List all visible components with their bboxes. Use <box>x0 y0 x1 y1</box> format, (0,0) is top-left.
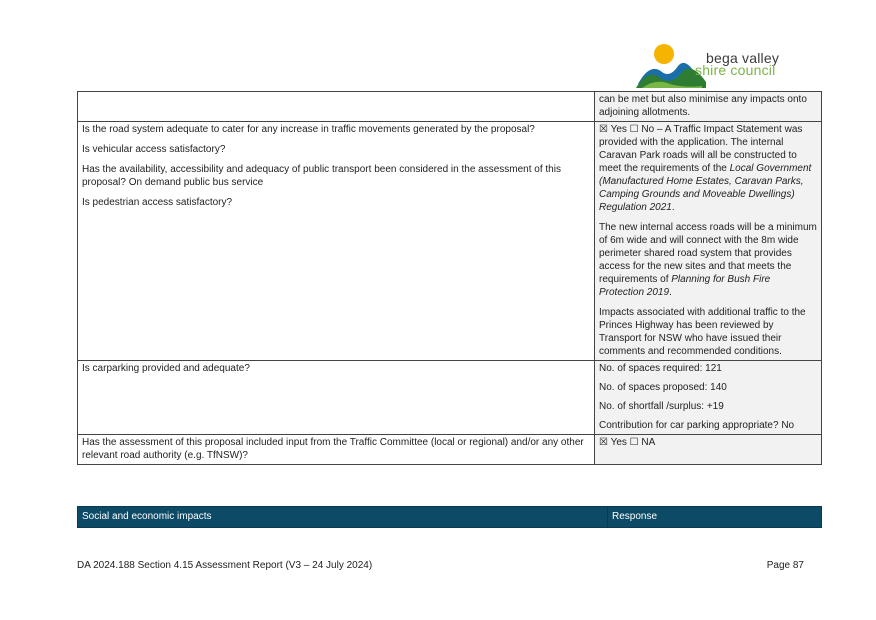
response-cell <box>595 435 822 465</box>
response-text: can be met but also minimise any impacts onto adjoining allotments. <box>599 94 807 118</box>
table-row <box>78 122 822 361</box>
table-row <box>78 92 822 122</box>
section-header-table <box>77 506 822 528</box>
footer-document-title: DA 2024.188 Section 4.15 Assessment Report (V3 – 24 July 2024) <box>77 560 373 571</box>
logo-text-line1: bega valley <box>706 50 780 66</box>
assessment-table <box>77 91 822 465</box>
question-text: Has the assessment of this proposal included input from the Traffic Committee (local or regional) and/or any other relevant road authority (e.g. TfNSW)? <box>82 437 584 461</box>
spaces-required: No. of spaces required: 121 <box>599 363 722 374</box>
section-header-row <box>78 507 822 528</box>
table-row <box>78 361 822 435</box>
footer-page-number: Page 87 <box>766 560 804 571</box>
contribution-answer: Contribution for car parking appropriate? No <box>599 420 795 431</box>
response-text: . <box>669 287 672 298</box>
table-row <box>78 435 822 465</box>
question-cell <box>78 122 595 361</box>
response-paragraph <box>599 221 817 299</box>
question-cell <box>78 92 595 122</box>
section-header-right: Response <box>608 507 822 528</box>
response-cell <box>595 122 822 361</box>
question-cell <box>78 361 595 435</box>
response-text: . <box>671 202 675 213</box>
question-text: Is carparking provided and adequate? <box>82 363 250 374</box>
spaces-proposed: No. of spaces proposed: 140 <box>599 382 727 393</box>
question-cell <box>78 435 595 465</box>
question-text: Is pedestrian access satisfactory? <box>82 197 233 208</box>
response-cell <box>595 361 822 435</box>
response-cell <box>595 92 822 122</box>
question-text: Is vehicular access satisfactory? <box>82 144 226 155</box>
response-text: ☒ Yes ☐ NA <box>599 437 656 448</box>
response-paragraph <box>599 123 817 214</box>
question-text: Has the availability, accessibility and adequacy of public transport been considered in the assessment of this proposal? On demand public bus service <box>82 164 561 188</box>
response-paragraph: Impacts associated with additional traffic to the Princes Highway has been reviewed by Transport for NSW who have issued their comments and recommended conditions. <box>599 307 806 357</box>
response-text: ☒ Yes ☐ No – A Traffic Impact Statement was provided with the application. The internal Caravan Park roads will all be constructed to meet the requirements of the <box>599 124 803 174</box>
regulation-citation: Local Government (Manufactured Home Estates, Caravan Parks, Camping Grounds and Moveable Dwellings) Regulation 2021 <box>599 163 812 213</box>
regulation-citation: Planning for Bush Fire Protection 2019 <box>599 274 771 298</box>
question-text: Is the road system adequate to cater for any increase in traffic movements generated by the proposal? <box>82 124 535 135</box>
council-logo <box>636 42 806 90</box>
response-text: The new internal access roads will be a minimum of 6m wide and will connect with the 8m wide perimeter shared road system that provides access for the new sites and that meets the requirements of <box>599 222 817 285</box>
logo-text-line2: shire council <box>695 62 776 78</box>
section-header-left: Social and economic impacts <box>78 507 608 528</box>
spaces-surplus: No. of shortfall /surplus: +19 <box>599 401 724 412</box>
